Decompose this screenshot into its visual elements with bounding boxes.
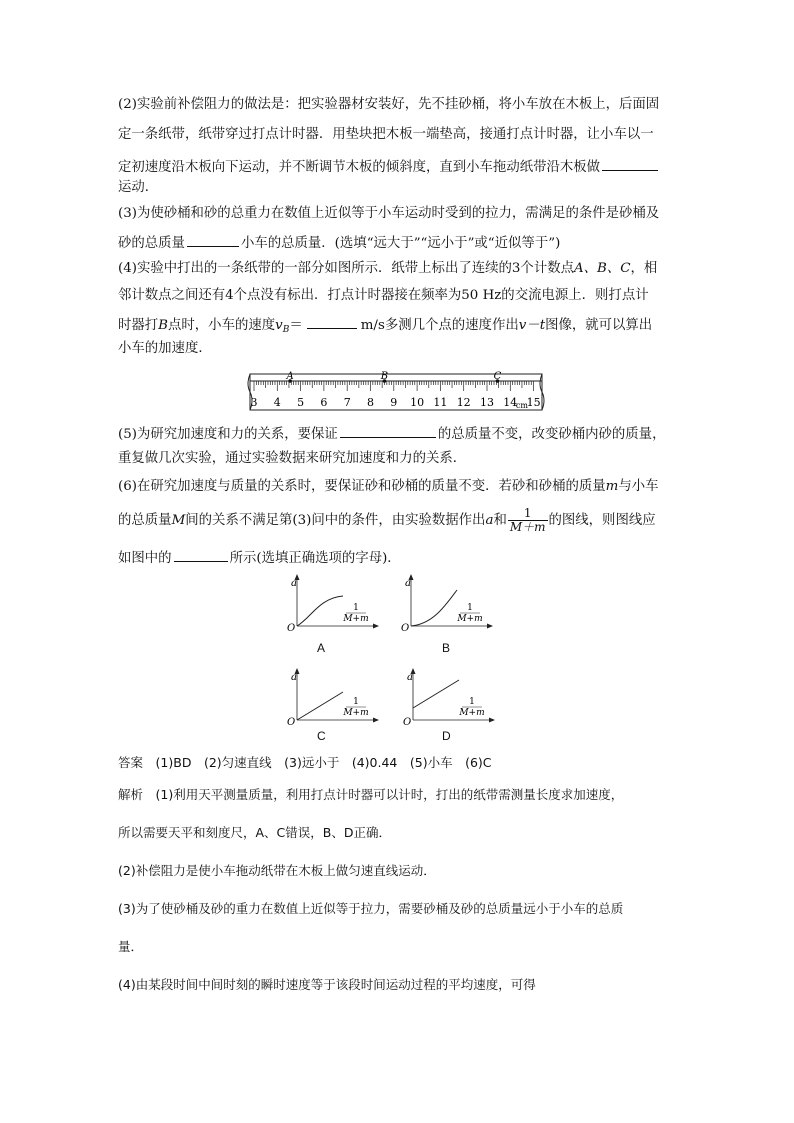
ruler-tick-label: 15: [526, 396, 541, 409]
analysis-line-2: 所以需要天平和刻度尺，A、C错误，B、D正确．: [118, 825, 391, 840]
analysis-line-1: [118, 786, 623, 804]
q4-line-2: 邻计数点之间还有4个点没有标出．打点计时器接在频率为50 Hz的交流电源上．则打点计: [118, 288, 649, 303]
q6-line-2d: 的图线，则图线应: [548, 513, 656, 528]
fraction-numerator: 1: [508, 507, 548, 521]
graph-x-arrow: [373, 718, 379, 723]
answer-line: [118, 754, 492, 772]
q6-line-2a: 的总质量: [118, 513, 172, 528]
q6-a: a: [485, 513, 494, 528]
tape-point-label: A: [286, 371, 294, 382]
answer-blank-q4: [307, 314, 357, 329]
analysis-line-6: (4)由某段时间中间时刻的瞬时速度等于该段时间运动过程的平均速度，可得: [118, 977, 536, 992]
ruler-tick-label: 5: [297, 396, 305, 409]
q3-line-2a: 砂的总质量: [118, 236, 185, 251]
graph-x-arrow: [489, 718, 495, 723]
graph-label-d: D: [442, 729, 451, 743]
ruler-tick-label: 3: [250, 396, 258, 409]
graph-label-a: A: [317, 641, 326, 655]
graph-origin: O: [287, 623, 296, 634]
ruler-tick-label: 7: [343, 396, 351, 409]
ruler-unit: cm: [515, 401, 528, 410]
q4-line-1c: ，相: [630, 261, 658, 276]
q4-line-3a: 时器打: [118, 318, 159, 333]
q4-line-4: 小车的加速度．: [118, 341, 212, 356]
q4-line-3g: 图像，就可以算出: [545, 318, 653, 333]
answer-text: (1)BD (2)匀速直线 (3)远小于 (4)0.44 (5)小车 (6)C: [155, 755, 492, 770]
graph-y-label: a: [291, 578, 297, 589]
q4-velocity-symbol: v: [275, 318, 283, 333]
answer-blank-q5: [340, 423, 436, 438]
ruler-tick-label: 10: [410, 396, 425, 409]
analysis-line-3: (2)补偿阻力是使小车拖动纸带在木板上做匀速直线运动．: [118, 863, 436, 878]
ruler-tick-label: 9: [390, 396, 398, 409]
graph-curve: [413, 680, 459, 708]
analysis-line-5: 量．: [118, 939, 144, 954]
q4-line-3c: 点时，小车的速度: [168, 318, 276, 333]
q2-line-3: [118, 156, 658, 177]
graph-y-label: a: [407, 672, 413, 683]
graph-x-label-den: M+m: [343, 708, 369, 718]
tape-ruler-figure: [244, 370, 548, 414]
graph-x-label-num: 1: [353, 603, 359, 613]
q6-line-2: [118, 504, 656, 538]
graph-origin: O: [287, 717, 296, 728]
q5-line-1: [118, 423, 665, 444]
answer-blank-q2: [602, 156, 658, 171]
q2-line-3-text: 定初速度沿木板向下运动，并不断调节木板的倾斜度，直到小车拖动纸带沿木板做: [118, 160, 601, 175]
q4-line-3: [118, 314, 652, 339]
q5-line-2: 重复做几次实验，通过实验数据来研究加速度和力的关系．: [118, 451, 467, 466]
q3-line-1: (3)为使砂桶和砂的总重力在数值上近似等于小车运动时受到的拉力，需满足的条件是砂桶及: [118, 206, 660, 221]
graph-label-c: C: [317, 729, 326, 743]
q6-m: m: [605, 479, 619, 494]
q3-line-2: [118, 232, 560, 253]
q2-line-1: (2)实验前补偿阻力的做法是：把实验器材安装好，先不挂砂桶，将小车放在木板上，后面固: [118, 97, 660, 112]
q4-point-b: B: [158, 318, 169, 333]
ruler-tick-label: 14: [503, 396, 518, 409]
graph-x-label-den: M+m: [459, 708, 485, 718]
q4-points: A、B、C: [574, 261, 631, 276]
q4-vt: v－t: [518, 318, 546, 333]
ruler-tick-label: 4: [273, 396, 281, 409]
ruler-tick-label: 8: [367, 396, 374, 409]
graph-x-label-num: 1: [353, 697, 359, 707]
graph-x-arrow: [487, 624, 493, 629]
q4-line-1a: (4)实验中打出的一条纸带的一部分如图所示．纸带上标出了连续的3个计数点: [118, 261, 574, 276]
q4-equals: ＝: [289, 318, 303, 333]
graph-x-label-den: M+m: [343, 614, 369, 624]
graph-curve: [411, 590, 457, 626]
q2-line-4: 运动．: [118, 180, 159, 195]
graph-x-label-num: 1: [467, 603, 473, 613]
ruler-tick-label: 12: [456, 396, 471, 409]
graph-origin: O: [403, 717, 412, 728]
analysis-label: 解析: [118, 787, 144, 802]
graph-y-label: a: [405, 578, 411, 589]
tape-point-label: B: [380, 371, 389, 382]
option-graphs: [280, 570, 520, 750]
q5-line-1a: (5)为研究加速度和力的关系，要保证: [118, 427, 338, 442]
q6-line-1: [118, 478, 659, 496]
graph-curve: [297, 692, 343, 720]
fraction-1-over-M-plus-m: [508, 507, 548, 534]
graph-curve: [297, 596, 343, 626]
q4-line-3e: m/s多测几个点的速度作出: [360, 318, 519, 333]
ruler-tick-label: 11: [433, 396, 448, 409]
graph-y-label: a: [291, 672, 297, 683]
q6-line-3a: 如图中的: [118, 551, 172, 566]
answer-blank-q6: [174, 547, 228, 562]
q5-line-1b: 的总质量不变，改变砂桶内砂的质量，: [437, 427, 666, 442]
q6-line-1a: (6)在研究加速度与质量的关系时，要保证砂和砂桶的质量不变．若砂和砂桶的质量: [118, 479, 606, 494]
q6-line-1b: 与小车: [618, 479, 659, 494]
analysis-line-4: (3)为了使砂桶及砂的重力在数值上近似等于拉力，需要砂桶及砂的总质量远小于小车的总质: [118, 901, 624, 916]
q6-line-3: [118, 547, 401, 568]
graph-x-label-den: M+m: [457, 614, 483, 624]
answer-blank-q3: [187, 232, 239, 247]
graph-label-b: B: [442, 641, 451, 655]
analysis-1: (1)利用天平测量质量，利用打点计时器可以计时，打出的纸带需测量长度求加速度，: [155, 787, 624, 802]
q3-line-2b: 小车的总质量．(选填“远大于”“远小于”或“近似等于”): [240, 236, 561, 251]
q6-and: 和: [493, 513, 507, 528]
ruler-tick-label: 6: [320, 396, 328, 409]
answer-label: 答案: [118, 755, 144, 770]
graph-origin: O: [401, 623, 410, 634]
ruler-tick-label: 13: [480, 396, 494, 409]
q4-velocity-subscript: B: [282, 325, 290, 335]
graph-x-label-num: 1: [469, 697, 475, 707]
q6-M: M: [171, 513, 186, 528]
q2-line-2: 定一条纸带，纸带穿过打点计时器．用垫块把木板一端垫高，接通打点计时器，让小车以一: [118, 127, 654, 142]
q6-line-3b: 所示(选填正确选项的字母)．: [229, 551, 401, 566]
tape-point-label: C: [493, 371, 502, 382]
fraction-denominator: M＋m: [509, 520, 546, 534]
q4-line-1: [118, 260, 657, 278]
q6-line-2b: 间的关系不满足第(3)问中的条件，由实验数据作出: [185, 513, 486, 528]
graph-x-arrow: [373, 624, 379, 629]
